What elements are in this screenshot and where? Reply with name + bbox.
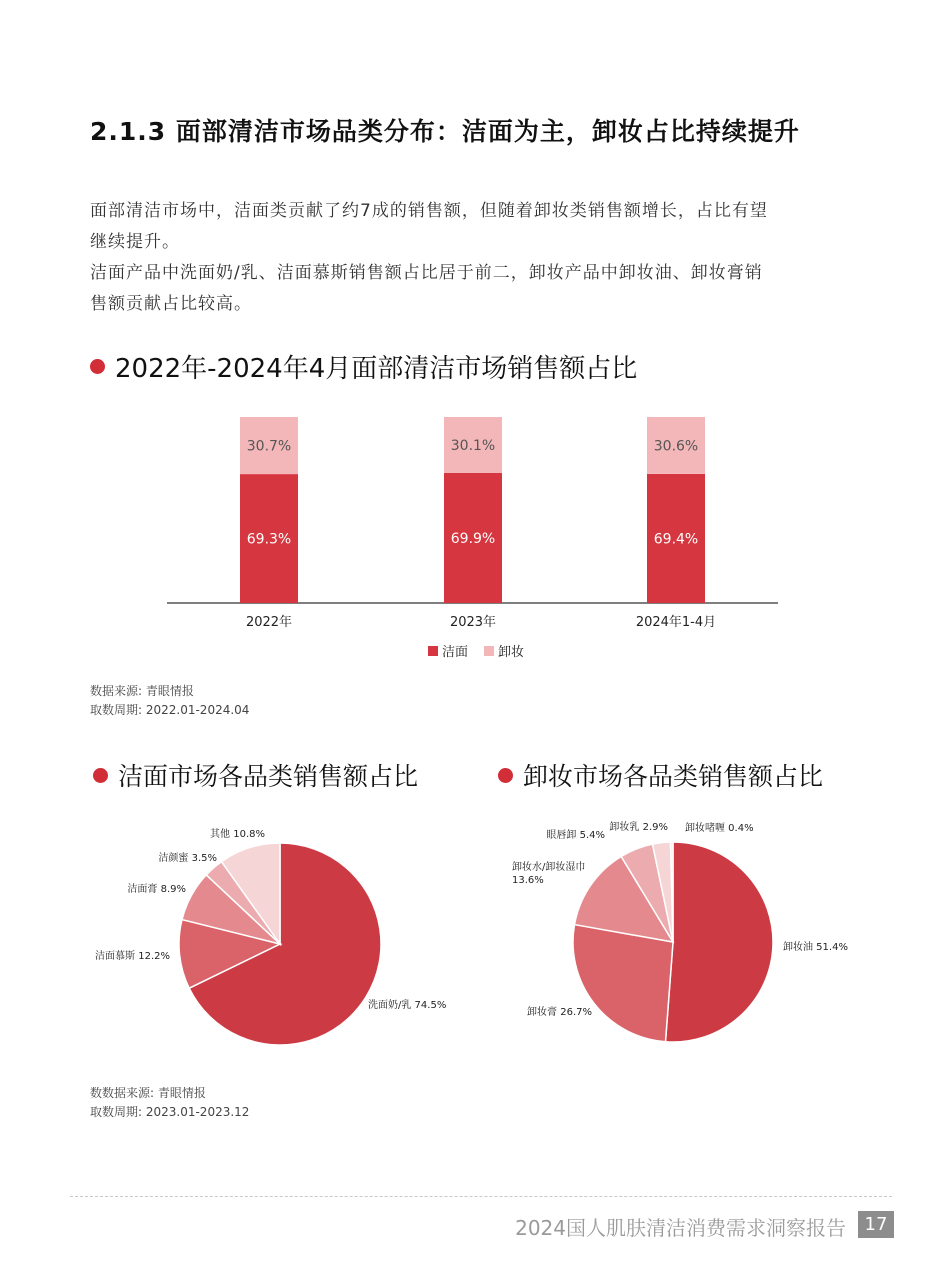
- section-heading: 2.1.3 面部清洁市场品类分布：洁面为主，卸妆占比持续提升: [90, 117, 800, 146]
- pie-slice-label: 洁面慕斯 12.2%: [95, 951, 170, 962]
- legend-label: 卸妆: [498, 645, 525, 660]
- pie-slice-label: 眼唇卸 5.4%: [546, 830, 605, 841]
- intro-line: 洁面产品中洗面奶/乳、洁面慕斯销售额占比居于前二，卸妆产品中卸妆油、卸妆膏销: [90, 263, 763, 283]
- legend-swatch: [484, 646, 494, 656]
- footer-report-title: 2024国人肌肤清洁消费需求洞察报告: [515, 1216, 846, 1240]
- pie-slice-label: 卸妆水/卸妆湿巾: [512, 862, 586, 873]
- stacked-bar-chart: [0, 390, 950, 690]
- intro-paragraph: [90, 196, 870, 320]
- makeup-remover-pie-title: [498, 757, 823, 793]
- pie-slice-label: 洁颜蜜 3.5%: [158, 853, 217, 864]
- period-label: 取数周期: 2023.01-2023.12: [90, 1105, 250, 1119]
- pie-slice-label: 卸妆油 51.4%: [783, 942, 848, 953]
- makeup-remover-pie-chart: [475, 815, 950, 1065]
- source-label: 数数据来源: 青眼情报: [90, 1086, 206, 1100]
- intro-line: 售额贡献占比较高。: [90, 294, 252, 314]
- x-tick-label: 2022年: [245, 615, 293, 630]
- bar-data-label: 69.3%: [246, 531, 292, 548]
- intro-line: 继续提升。: [90, 232, 180, 252]
- bar-chart-title: [90, 348, 637, 385]
- legend-label: 洁面: [442, 645, 469, 660]
- bar-data-label: 30.6%: [653, 438, 699, 455]
- cleanser-pie-chart: [0, 815, 475, 1065]
- makeup-remover-pie-title-text: 卸妆市场各品类销售额占比: [523, 762, 824, 791]
- bullet-dot-icon: [498, 768, 513, 783]
- page-number: 17: [858, 1211, 894, 1238]
- pie-slice-label: 卸妆乳 2.9%: [609, 822, 668, 833]
- pie-slice-label: 其他 10.8%: [210, 829, 265, 840]
- period-label: 取数周期: 2022.01-2024.04: [90, 703, 250, 717]
- pie-slice-label: 13.6%: [512, 875, 544, 886]
- pie-chart-source: [90, 1084, 249, 1122]
- bar-data-label: 69.4%: [653, 531, 699, 548]
- pie-slice-label: 洁面膏 8.9%: [127, 884, 186, 895]
- bar-chart-source: [90, 682, 249, 720]
- cleanser-pie-title: [93, 757, 418, 793]
- pie-slice: [665, 842, 773, 1042]
- pie-slice-label: 卸妆膏 26.7%: [527, 1007, 592, 1018]
- x-tick-label: 2023年: [449, 615, 497, 630]
- bullet-dot-icon: [93, 768, 108, 783]
- cleanser-pie-title-text: 洁面市场各品类销售额占比: [118, 762, 419, 791]
- intro-line: 面部清洁市场中，洁面类贡献了约7成的销售额，但随着卸妆类销售额增长，占比有望: [90, 201, 768, 221]
- source-label: 数据来源: 青眼情报: [90, 684, 194, 698]
- bar-data-label: 69.9%: [450, 530, 496, 547]
- legend-swatch: [428, 646, 438, 656]
- pie-slice-label: 卸妆啫喱 0.4%: [685, 823, 754, 834]
- bullet-dot-icon: [90, 359, 105, 374]
- pie-slice-label: 洗面奶/乳 74.5%: [368, 1000, 447, 1011]
- bar-chart-title-text: 2022年-2024年4月面部清洁市场销售额占比: [115, 354, 638, 384]
- footer-divider: [70, 1196, 892, 1197]
- x-tick-label: 2024年1-4月: [635, 615, 717, 630]
- bar-data-label: 30.7%: [246, 438, 292, 455]
- pie-slice: [573, 925, 673, 1042]
- bar-data-label: 30.1%: [450, 437, 496, 454]
